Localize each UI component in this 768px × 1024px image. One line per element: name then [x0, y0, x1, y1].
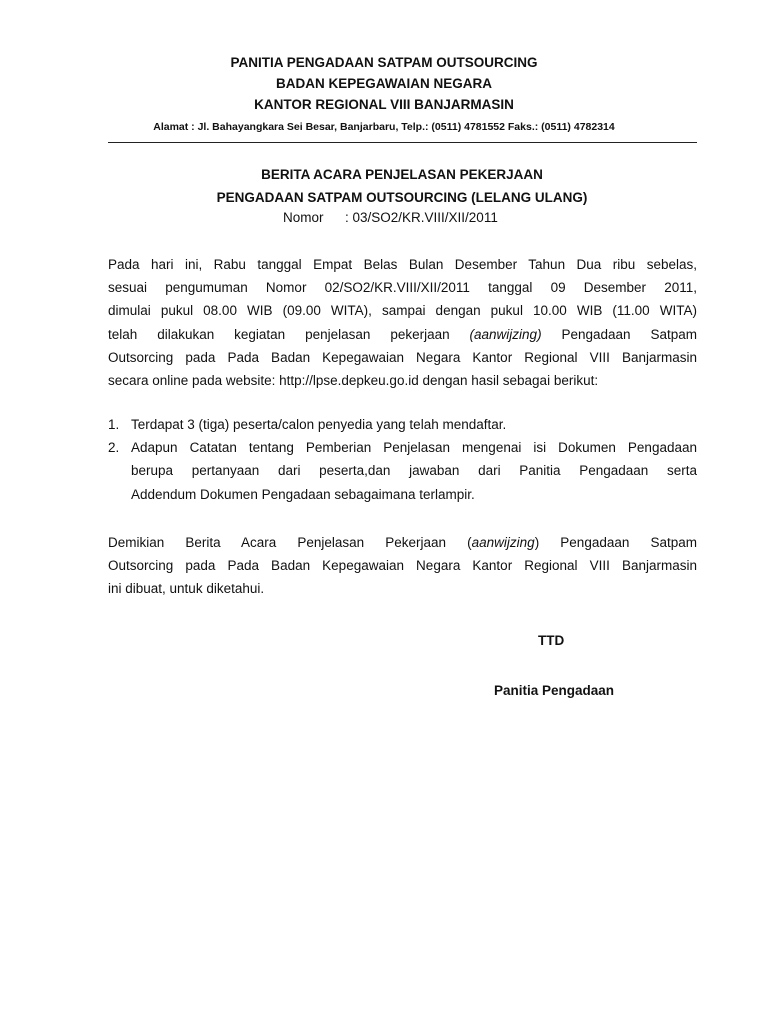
letterhead-divider [108, 142, 697, 143]
document-number [283, 208, 498, 228]
letterhead [0, 52, 768, 135]
signature-name: Panitia Pengadaan [494, 683, 615, 698]
list-item [108, 413, 697, 436]
intro-line: secara online pada website: http://lpse.depkeu.go.id dengan hasil sebagai berikut: [108, 373, 599, 389]
list-item-text: Adapun Catatan tentang Pemberian Penjelasan mengenai isi Dokumen Pengadaan [131, 440, 697, 456]
intro-line: dimulai pukul 08.00 WIB (09.00 WITA), sampai dengan pukul 10.00 WIB (11.00 WITA) [108, 303, 697, 319]
letterhead-line-2: BADAN KEPEGAWAIAN NEGARA [275, 76, 492, 91]
intro-line: sesuai pengumuman Nomor 02/SO2/KR.VIII/XII/2011 tanggal 09 Desember 2011, [108, 280, 697, 296]
closing-line [108, 531, 697, 554]
signature-ttd: TTD [538, 633, 565, 648]
document-title [0, 163, 768, 209]
list-item-number: 2. [108, 440, 120, 456]
title-line-1: BERITA ACARA PENJELASAN PEKERJAAN [261, 167, 543, 182]
list-item-text: Terdapat 3 (tiga) peserta/calon penyedia yang telah mendaftar. [131, 417, 507, 432]
list-item-number: 1. [108, 417, 120, 432]
aanwijzing-term: (aanwijzing) [469, 326, 542, 342]
intro-line [108, 323, 697, 346]
intro-paragraph [108, 253, 697, 392]
list-item [108, 436, 697, 506]
intro-text: telah dilakukan kegiatan penjelasan pekerjaan [108, 326, 470, 342]
letterhead-line-1: PANITIA PENGADAAN SATPAM OUTSOURCING [230, 55, 538, 70]
document-number-label: Nomor [283, 210, 324, 225]
intro-line: Outsorcing pada Pada Badan Kepegawaian Negara Kantor Regional VIII Banjarmasin [108, 349, 697, 365]
list-item-text: berupa pertanyaan dari peserta,dan jawaban dari Panitia Pengadaan serta [131, 463, 697, 479]
closing-line: Outsorcing pada Pada Badan Kepegawaian Negara Kantor Regional VIII Banjarmasin [108, 558, 697, 574]
title-line-2: PENGADAAN SATPAM OUTSOURCING (LELANG ULANG) [216, 190, 588, 205]
closing-text: ) Pengadaan Satpam [534, 535, 697, 550]
closing-line: ini dibuat, untuk diketahui. [108, 581, 265, 597]
letterhead-line-3: KANTOR REGIONAL VIII BANJARMASIN [254, 97, 514, 112]
letterhead-address: Alamat : Jl. Bahayangkara Sei Besar, Banjarbaru, Telp.: (0511) 4781552 Faks.: (0511) 4782314 [153, 121, 615, 133]
aanwijzing-term: aanwijzing [471, 535, 535, 550]
closing-paragraph [108, 531, 697, 601]
intro-line: Pada hari ini, Rabu tanggal Empat Belas Bulan Desember Tahun Dua ribu sebelas, [108, 257, 697, 272]
list-item-text: Addendum Dokumen Pengadaan sebagaimana terlampir. [131, 486, 475, 502]
document-number-value: : 03/SO2/KR.VIII/XII/2011 [345, 210, 498, 225]
intro-text: Pengadaan Satpam [541, 326, 697, 342]
closing-text: Demikian Berita Acara Penjelasan Pekerjaan ( [108, 535, 472, 550]
results-list [108, 413, 697, 506]
